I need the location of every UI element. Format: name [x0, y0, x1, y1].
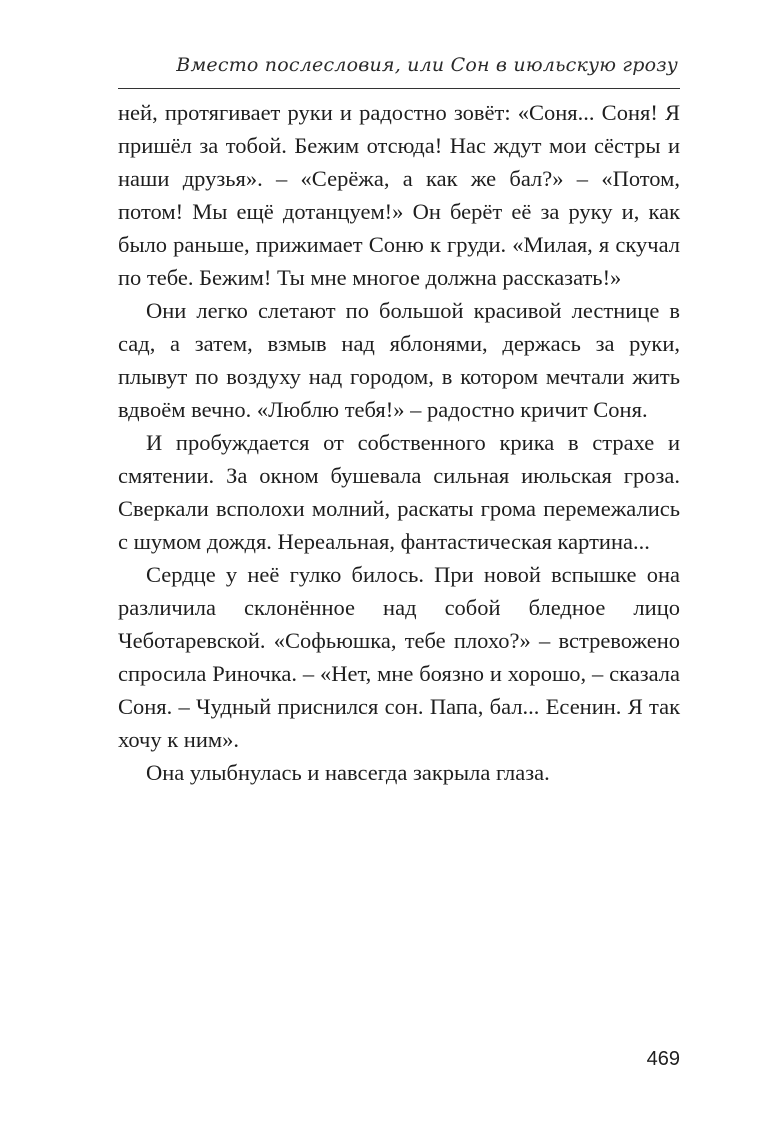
paragraph: И пробуждается от собственного крика в страхе и смятении. За окном бушевала сильная июльская гроза. Сверкали всполохи молний, раскаты грома перемежались с шумом дождя. Нереальная, фантастическая картина... [118, 430, 680, 554]
header-rule [118, 88, 680, 89]
paragraph: ней, протягивает руки и радостно зовёт: «Соня... Соня! Я пришёл за тобой. Бежим отсюда! Нас ждут мои сёстры и наши друзья». – «Серёжа, а как же бал?» – «Потом, потом! Мы ещё дотанцуем!» Он берёт её за руку и, как было раньше, прижимает Соню к груди. «Милая, я скучал по тебе. Бежим! Ты мне многое должна рассказать!» [118, 100, 680, 290]
running-header: Вместо послесловия, или Сон в июльскую грозу [176, 54, 678, 76]
paragraph: Она улыбнулась и навсегда закрыла глаза. [146, 760, 550, 785]
paragraph: Сердце у неё гулко билось. При новой вспышке она различила склонённое над собой бледное лицо Чеботаревской. «Софьюшка, тебе плохо?» – встревожено спросила Риночка. – «Нет, мне боязно и хорошо, – сказала Соня. – Чудный приснился сон. Папа, бал... Есенин. Я так хочу к ним». [118, 562, 680, 752]
page-number: 469 [646, 1048, 680, 1070]
page-body [118, 96, 680, 789]
paragraph: Они легко слетают по большой красивой лестнице в сад, а затем, взмыв над яблонями, держась за руки, плывут по воздуху над городом, в котором мечтали жить вдвоём вечно. «Люблю тебя!» – радостно кричит Соня. [118, 298, 680, 422]
